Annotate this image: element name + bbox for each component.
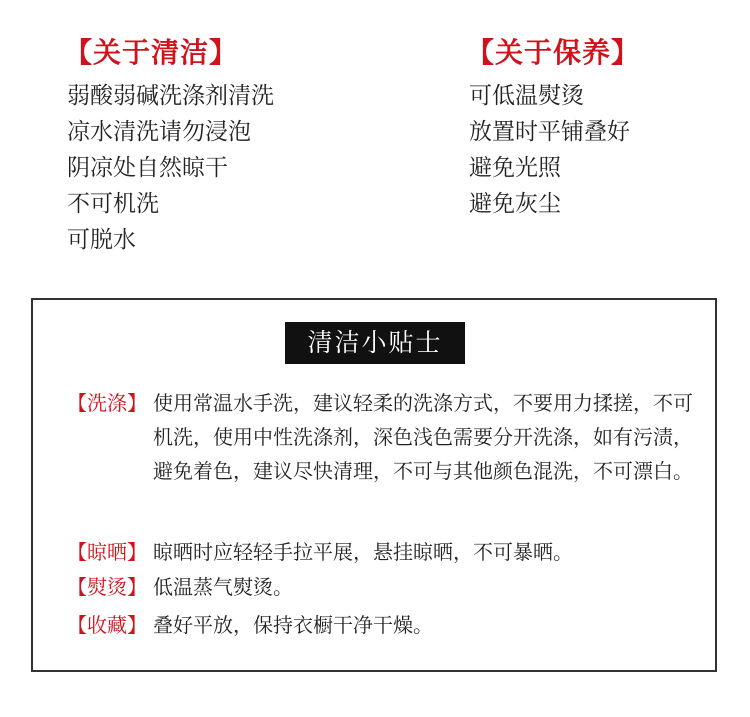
care-title: 【关于保养】 bbox=[466, 36, 641, 69]
cleaning-item: 可脱水 bbox=[67, 227, 136, 253]
cleaning-item: 弱酸弱碱洗涤剂清洗 bbox=[67, 83, 274, 109]
tip-tag: 【洗涤】 bbox=[67, 391, 147, 415]
care-item: 可低温熨烫 bbox=[469, 83, 584, 109]
tip-ironing bbox=[67, 570, 697, 604]
cleaning-list bbox=[64, 78, 274, 258]
cleaning-section bbox=[64, 28, 274, 258]
cleaning-tips-box bbox=[31, 298, 717, 672]
care-section bbox=[466, 28, 640, 222]
tip-washing bbox=[67, 386, 697, 488]
cleaning-item: 不可机洗 bbox=[67, 191, 159, 217]
tips-title: 清洁小贴士 bbox=[285, 322, 465, 364]
tip-text: 叠好平放，保持衣橱干净干燥。 bbox=[153, 613, 433, 637]
care-item: 避免灰尘 bbox=[469, 191, 561, 217]
cleaning-item: 阴凉处自然晾干 bbox=[67, 155, 228, 181]
cleaning-item: 凉水清洗请勿浸泡 bbox=[67, 119, 251, 145]
care-list bbox=[466, 78, 640, 222]
care-item: 放置时平铺叠好 bbox=[469, 119, 630, 145]
tip-tag: 【晾晒】 bbox=[67, 540, 147, 564]
tip-drying bbox=[67, 535, 697, 569]
tip-tag: 【收藏】 bbox=[67, 613, 147, 637]
cleaning-title: 【关于清洁】 bbox=[64, 36, 239, 69]
tip-storage bbox=[67, 608, 697, 642]
tip-text: 低温蒸气熨烫。 bbox=[153, 575, 293, 599]
tip-tag: 【熨烫】 bbox=[67, 575, 147, 599]
tip-text: 使用常温水手洗，建议轻柔的洗涤方式，不要用力揉搓，不可机洗，使用中性洗涤剂，深色浅色需要分开洗涤，如有污渍，避免着色，建议尽快清理，不可与其他颜色混洗，不可漂白。 bbox=[153, 391, 693, 483]
tip-text: 晾晒时应轻轻手拉平展，悬挂晾晒，不可暴晒。 bbox=[153, 540, 573, 564]
care-item: 避免光照 bbox=[469, 155, 561, 181]
